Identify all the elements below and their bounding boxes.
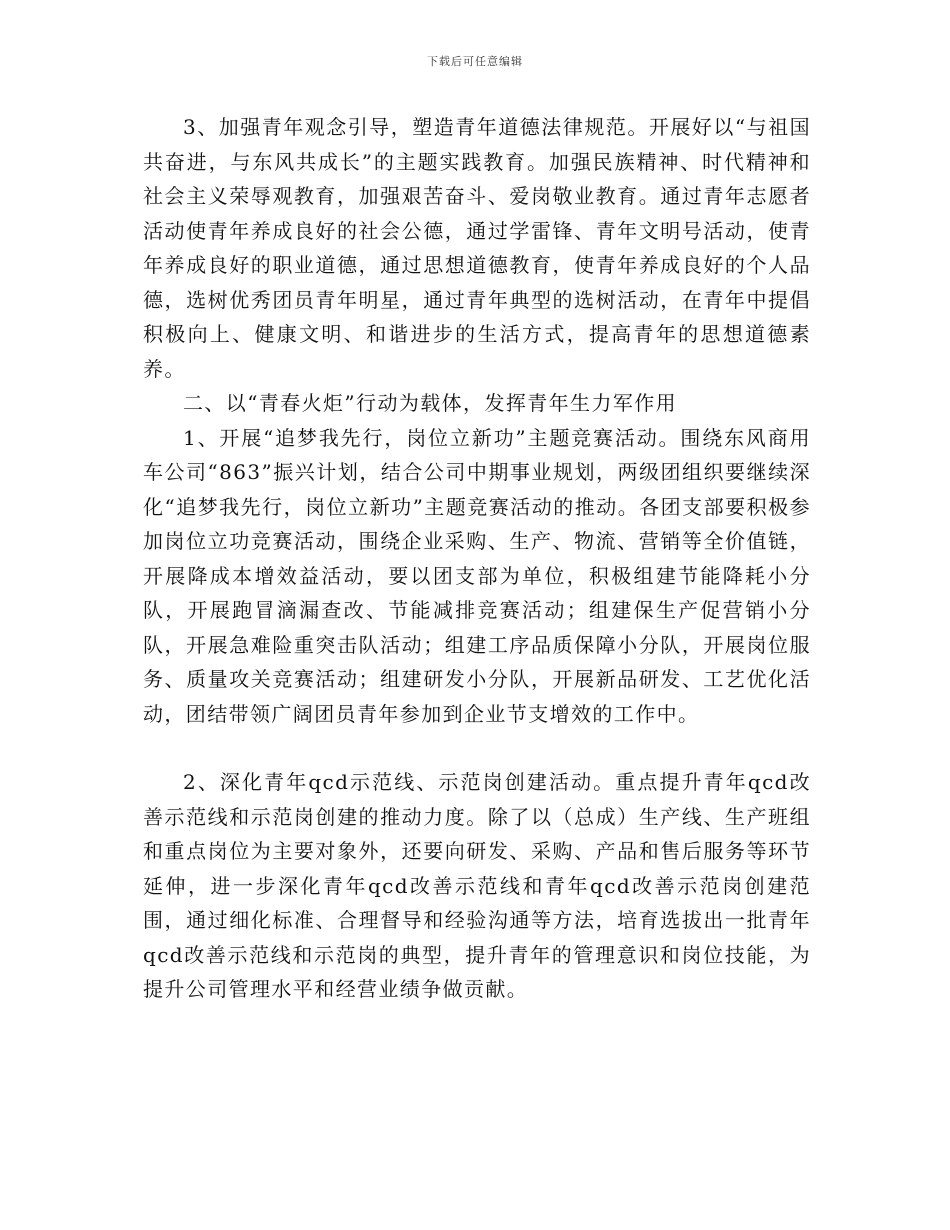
paragraph-item-1: 1、开展“追梦我先行，岗位立新功”主题竞赛活动。围绕东风商用车公司“863”振兴计划，结合公司中期事业规划，两级团组织要继续深化“追梦我先行，岗位立新功”主题竞赛活动的推动。各团支部要积极参加岗位立功竞赛活动，围绕企业采购、生产、物流、营销等全价值链，开展降成本增效益活动，要以团支部为单位，积极组建节能降耗小分队，开展跑冒滴漏查改、节能减排竞赛活动；组建保生产促营销小分队，开展急难险重突击队活动；组建工序品质保障小分队，开展岗位服务、质量攻关竞赛活动；组建研发小分队，开展新品研发、工艺优化活动，团结带领广阔团员青年参加到企业节支增效的工作中。 — [143, 425, 811, 726]
section-heading-2: 二、以“青春火炬”行动为载体，发挥青年生力军作用 — [183, 391, 678, 415]
paragraph-item-2: 2、深化青年qcd示范线、示范岗创建活动。重点提升青年qcd改善示范线和示范岗创建的推动力度。除了以（总成）生产线、生产班组和重点岗位为主要对象外，还要向研发、采购、产品和售后服务等环节延伸，进一步深化青年qcd改善示范线和青年qcd改善示范岗创建范围，通过细化标准、合理督导和经验沟通等方法，培育选拔出一批青年qcd改善示范线和示范岗的典型，提升青年的管理意识和岗位技能，为提升公司管理水平和经营业绩争做贡献。 — [143, 770, 811, 1001]
page-header: 下载后可任意编辑 — [427, 55, 523, 68]
document-body — [143, 110, 811, 1007]
paragraph-spacer — [143, 731, 811, 765]
paragraph-item-3: 3、加强青年观念引导，塑造青年道德法律规范。开展好以“与祖国共奋进，与东风共成长”的主题实践教育。加强民族精神、时代精神和社会主义荣辱观教育，加强艰苦奋斗、爱岗敬业教育。通过青年志愿者活动使青年养成良好的社会公德，通过学雷锋、青年文明号活动，使青年养成良好的职业道德，通过思想道德教育，使青年养成良好的个人品德，选树优秀团员青年明星，通过青年典型的选树活动，在青年中提倡积极向上、健康文明、和谐进步的生活方式，提高青年的思想道德素养。 — [143, 115, 811, 381]
